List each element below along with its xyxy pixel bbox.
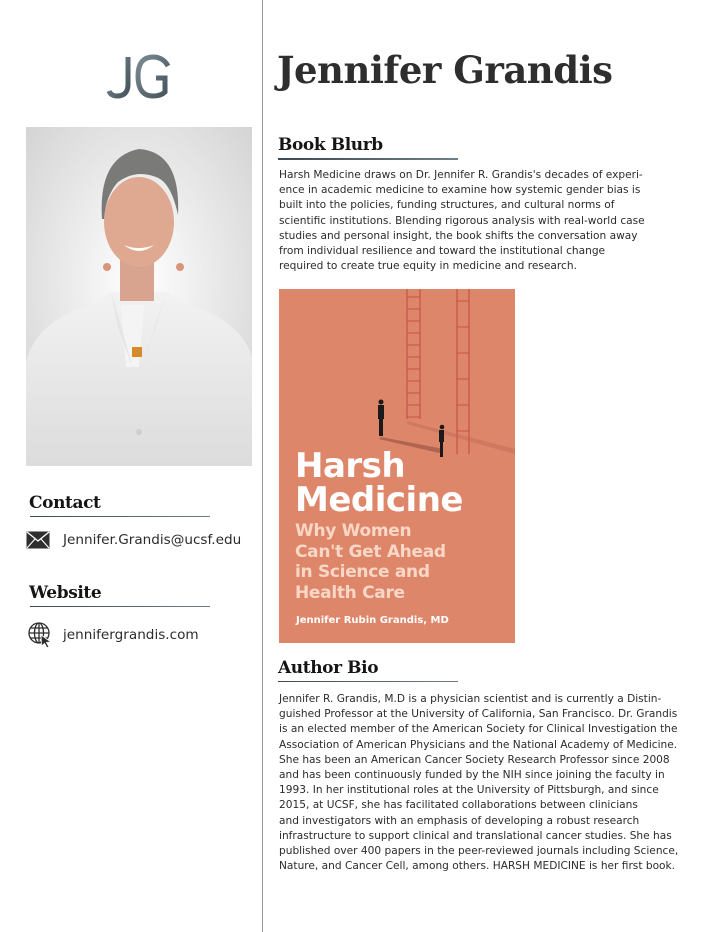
website-link[interactable]: jennifergrandis.com [63, 627, 199, 643]
globe-cursor-icon [28, 622, 52, 648]
contact-heading: Contact [29, 493, 101, 513]
website-row[interactable] [28, 622, 199, 648]
bio-line: infrastructure to support clinical and translational cancer studies. She has [279, 829, 672, 842]
cover-subtitle [295, 521, 446, 603]
author-bio-rule [278, 681, 458, 682]
book-cover [279, 289, 515, 643]
cover-title [295, 446, 463, 520]
bio-line: published over 400 papers in the peer-reviewed journals including Science, [279, 845, 679, 858]
ladders-illustration [279, 289, 515, 459]
bio-line: Nature, and Cancer Cell, among others. HARSH MEDICINE is her first book. [279, 860, 676, 873]
blurb-line: Harsh Medicine draws on Dr. Jennifer R. Grandis's decades of experi- [279, 169, 643, 181]
cover-author: Jennifer Rubin Grandis, MD [296, 615, 449, 626]
bio-line: 2015, at UCSF, she has facilitated collaborations between clinicians [279, 799, 638, 812]
book-blurb-heading: Book Blurb [278, 135, 383, 155]
cover-subtitle-line: Why Women [295, 521, 412, 541]
book-blurb-rule [278, 158, 458, 160]
bio-line: Jennifer R. Grandis, M.D is a physician scientist and is currently a Distin- [279, 693, 662, 705]
bio-line: and has been continuously funded by the NIH since joining the faculty in [279, 769, 665, 782]
envelope-icon [26, 531, 50, 549]
contact-rule [30, 516, 210, 517]
blurb-line: studies and personal insight, the book shifts the conversation away [279, 229, 638, 242]
author-name-heading: Jennifer Grandis [277, 48, 613, 92]
cover-title-line: Harsh [295, 446, 406, 486]
jg-monogram-logo [106, 54, 172, 100]
blurb-line: scientific institutions. Blending rigorous analysis with real-world case [279, 214, 645, 227]
author-photo [26, 127, 252, 466]
cover-subtitle-line: Can't Get Ahead [295, 541, 446, 562]
website-heading: Website [29, 583, 102, 603]
email-link[interactable]: Jennifer.Grandis@ucsf.edu [63, 532, 242, 548]
cover-subtitle-line: in Science and [295, 562, 430, 582]
bio-line: 1993. In her institutional roles at the University of Pittsburgh, and since [279, 784, 659, 797]
blurb-line: ence in academic medicine to examine how systemic gender bias is [279, 184, 641, 197]
bio-line: is an elected member of the American Society for Clinical Investigation the [279, 723, 678, 736]
bio-line: She has been an American Cancer Society Research Professor since 2008 [279, 753, 670, 766]
website-rule [30, 606, 210, 607]
blurb-line: from individual resilience and toward the institutional change [279, 245, 606, 258]
cover-subtitle-line: Health Care [295, 582, 405, 603]
email-row[interactable] [26, 531, 241, 549]
bio-line: and investigators with an emphasis of developing a robust research [279, 814, 640, 827]
blurb-line: required to create true equity in medicine and research. [279, 260, 577, 273]
cover-title-line: Medicine [295, 480, 463, 520]
author-bio-heading: Author Bio [278, 658, 379, 678]
book-blurb-text [279, 168, 645, 274]
bio-line: guished Professor at the University of California, San Francisco. Dr. Grandis [279, 708, 678, 721]
column-divider [262, 0, 263, 932]
bio-line: Association of American Physicians and the National Academy of Medicine. [279, 738, 678, 751]
author-bio-text [279, 692, 678, 874]
blurb-line: built into the policies, funding structures, and cultural norms of [279, 199, 615, 212]
